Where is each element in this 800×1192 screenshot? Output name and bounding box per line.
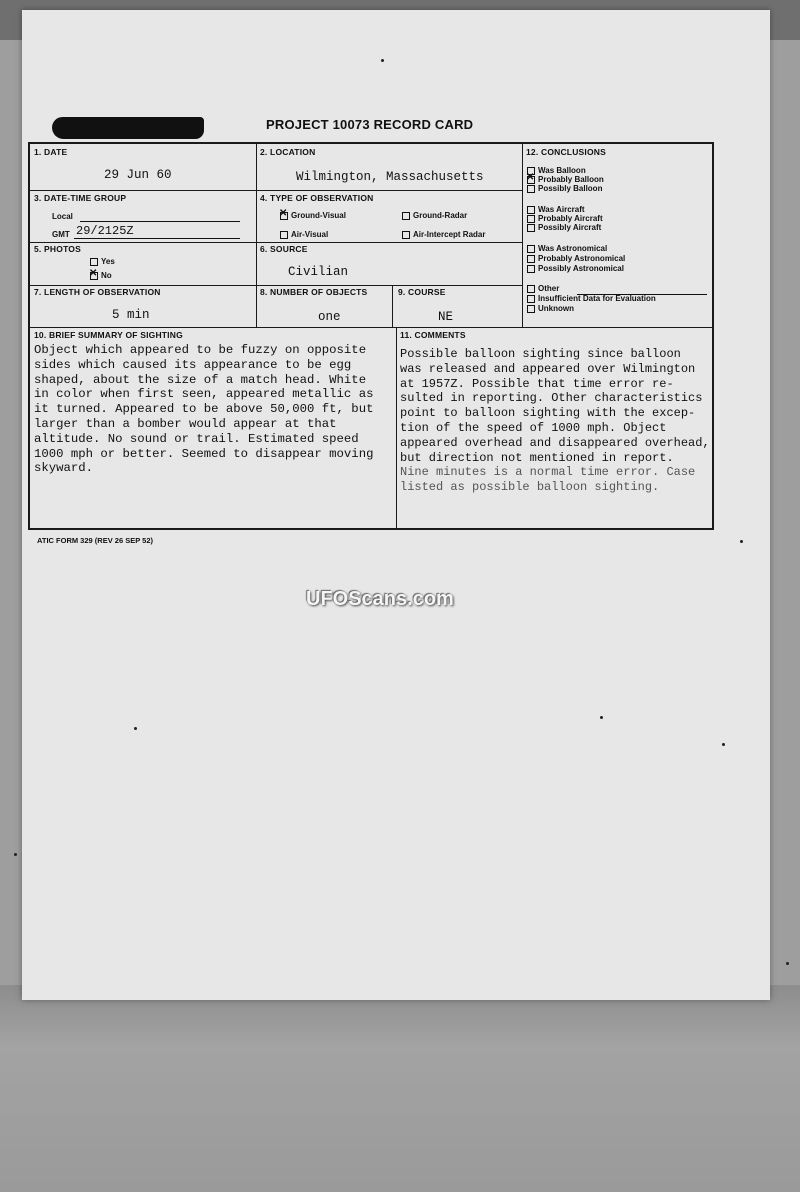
ground-radar-option: Ground-Radar <box>402 211 467 220</box>
checkbox-icon <box>90 258 98 266</box>
summary-text: Object which appeared to be fuzzy on opposite sides which caused its appearance to be egg shaped, about the size of a match head. White in color when first seen, appeared metallic as it turned. Appeared to be above 50,000 ft, but larger than a bomber would appear at that altitude. No sound or trail. Estimated speed 1000 mph or better. Seemed to disappear moving skyward. <box>34 343 374 476</box>
conclusion-other: Other <box>527 284 559 293</box>
dtg-gmt-label: GMT <box>52 230 70 239</box>
conclusion-possibly-astronomical: Possibly Astronomical <box>527 264 624 273</box>
checkbox-icon <box>527 215 535 223</box>
course-label: 9. COURSE <box>398 287 446 297</box>
checkbox-checked-icon <box>280 212 288 220</box>
redaction-mark <box>52 117 204 139</box>
conclusion-probably-aircraft: Probably Aircraft <box>527 214 603 223</box>
dtg-gmt-value: 29/2125Z <box>76 224 134 238</box>
conclusion-was-balloon: Was Balloon <box>527 166 586 175</box>
conclusions-label: 12. CONCLUSIONS <box>526 147 606 157</box>
ground-visual-option: ✕Ground-Visual <box>280 211 346 220</box>
conclusion-insufficient-data: Insufficient Data for Evaluation <box>527 294 656 303</box>
summary-label: 10. BRIEF SUMMARY OF SIGHTING <box>34 330 183 340</box>
air-visual-option: Air-Visual <box>280 230 328 239</box>
conclusion-was-astronomical: Was Astronomical <box>527 244 607 253</box>
checkbox-icon <box>402 231 410 239</box>
photos-label: 5. PHOTOS <box>34 244 81 254</box>
dtg-label: 3. DATE-TIME GROUP <box>34 193 127 203</box>
form-identifier: ATIC FORM 329 (REV 26 SEP 52) <box>37 536 154 545</box>
conclusion-unknown: Unknown <box>527 304 574 313</box>
checkbox-icon <box>527 245 535 253</box>
date-value: 29 Jun 60 <box>104 168 172 182</box>
checkbox-icon <box>527 255 535 263</box>
date-label: 1. DATE <box>34 147 68 157</box>
card-title: PROJECT 10073 RECORD CARD <box>266 117 474 132</box>
checkbox-checked-icon <box>90 272 98 280</box>
conclusion-probably-astronomical: Probably Astronomical <box>527 254 625 263</box>
objects-value: one <box>318 310 341 324</box>
source-label: 6. SOURCE <box>260 244 308 254</box>
checkbox-icon <box>527 265 535 273</box>
checkbox-checked-icon <box>527 176 535 184</box>
checkbox-icon <box>527 185 535 193</box>
location-value: Wilmington, Massachusetts <box>296 170 484 184</box>
underlying-sheet <box>0 985 800 1192</box>
air-intercept-radar-option: Air-Intercept Radar <box>402 230 485 239</box>
course-value: NE <box>438 310 454 324</box>
conclusion-was-aircraft: Was Aircraft <box>527 205 585 214</box>
checkbox-icon <box>527 295 535 303</box>
record-card-form <box>28 142 714 530</box>
photos-no-option: ✕No <box>90 271 112 280</box>
conclusion-probably-balloon: ✕Probably Balloon <box>527 175 604 184</box>
observation-type-label: 4. TYPE OF OBSERVATION <box>260 193 374 203</box>
photos-yes-option: Yes <box>90 257 115 266</box>
conclusion-possibly-balloon: Possibly Balloon <box>527 184 602 193</box>
checkbox-icon <box>527 305 535 313</box>
objects-label: 8. NUMBER OF OBJECTS <box>260 287 368 297</box>
comments-text: Possible balloon sighting since balloon was released and appeared over Wilmington at 1957Z. Possible that time error re- sulted in reporting. Other characteristics point to balloon sighting with the excep- tion of the speed of 1000 mph. Object appeared overhead and disappeared overhead, but direction not mentioned in report. Nine minutes is a normal time error. Case listed as possible balloon sighting. <box>400 347 710 495</box>
checkbox-icon <box>280 231 288 239</box>
checkbox-icon <box>527 224 535 232</box>
watermark: UFOScans.com <box>306 588 454 610</box>
checkbox-icon <box>527 206 535 214</box>
source-value: Civilian <box>288 265 349 279</box>
conclusion-possibly-aircraft: Possibly Aircraft <box>527 223 601 232</box>
location-label: 2. LOCATION <box>260 147 316 157</box>
checkbox-icon <box>402 212 410 220</box>
dtg-local-label: Local <box>52 212 73 221</box>
comments-label: 11. COMMENTS <box>400 330 466 340</box>
checkbox-icon <box>527 285 535 293</box>
length-label: 7. LENGTH OF OBSERVATION <box>34 287 161 297</box>
length-value: 5 min <box>112 308 150 322</box>
